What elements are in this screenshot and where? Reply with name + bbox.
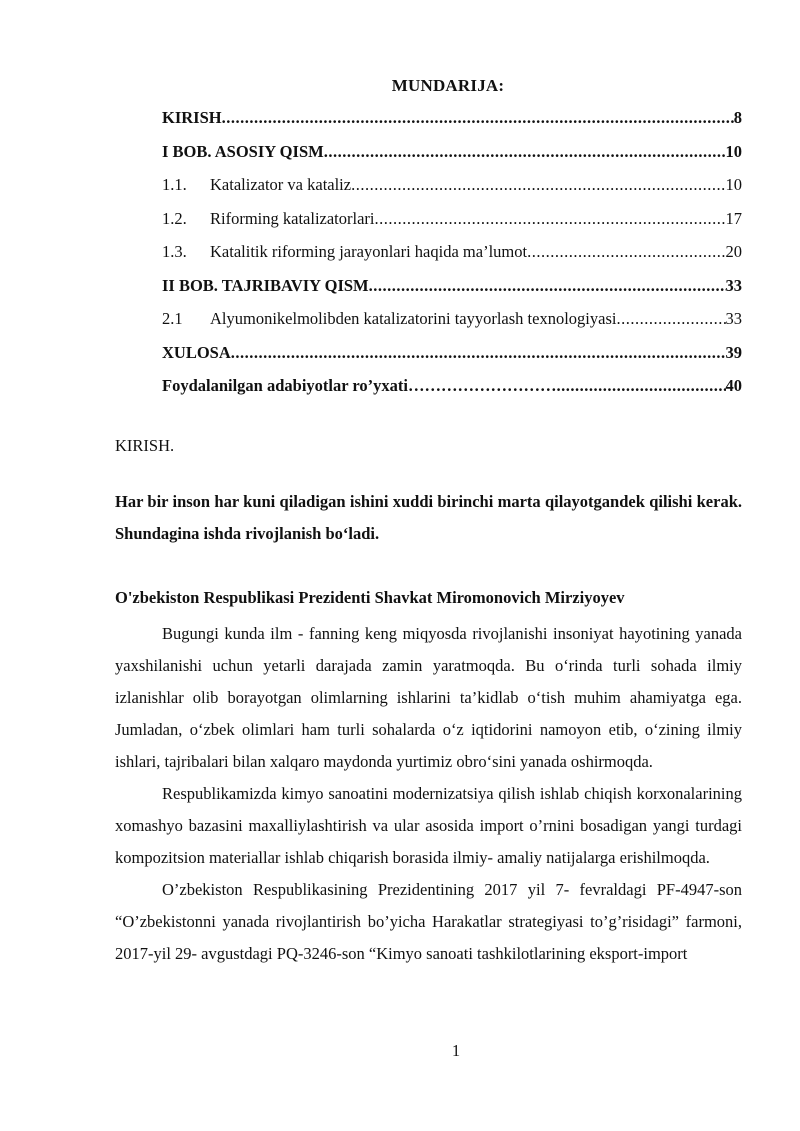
epigraph-quote: Har bir inson har kuni qiladigan ishini xuddi birinchi marta qilayotgandek qilishi kerak. Shundagina ishda rivojlanish boʻladi. xyxy=(115,492,742,543)
toc-entry-page: 33 xyxy=(725,309,742,328)
toc-entry-page: 40 xyxy=(725,376,742,395)
toc-leader xyxy=(222,108,734,128)
toc-leader xyxy=(616,309,725,329)
page-number: 1 xyxy=(451,1041,461,1060)
toc-entry xyxy=(162,343,742,377)
paragraph: Respublikamizda kimyo sanoatini modernizatsiya qilish ishlab chiqish korxonalarining xomashyo bazasini maxalliylashtirish va ular asosida import o’rnini bosadigan yangi turdagi kompozitsion materiallar ishlab chiqarish borasida ilmiy- amaliy natijalarga erishilmoqda. xyxy=(115,784,742,867)
toc-leader xyxy=(324,142,726,162)
toc-entry-page: 33 xyxy=(725,275,742,295)
paragraph: O’zbekiston Respublikasining Prezidentining 2017 yil 7- fevraldagi PF-4947-son “O’zbekistonni yanada rivojlantirish bo’yicha Harakatlar strategiyasi to’g’risidagi” farmoni, 2017-yil 29- avgustdagi PQ-3246-son “Kimyo sanoati tashkilotlarining eksport-import xyxy=(115,880,742,963)
toc-entry-label: Alyumonikelmolibden katalizatorini tayyorlash texnologiyasi xyxy=(210,309,617,328)
toc-entry-number: 1.2. xyxy=(162,208,187,228)
toc-leader xyxy=(231,343,726,363)
toc-entry-label: I BOB. ASOSIY QISM xyxy=(162,141,324,161)
toc-leader xyxy=(527,242,725,262)
toc-entry-page: 39 xyxy=(725,342,742,362)
toc-ellipsis: ……………………… xyxy=(408,376,557,395)
toc-entry xyxy=(162,242,742,276)
toc-entry-label: II BOB. TAJRIBAVIY QISM xyxy=(162,275,369,295)
toc-entry-label: Katalitik riforming jarayonlari haqida ma’lumot xyxy=(210,242,528,261)
toc-leader xyxy=(369,276,726,296)
toc-entry-page: 20 xyxy=(725,242,742,261)
toc-leader xyxy=(557,376,726,396)
section-heading: KIRISH. xyxy=(115,436,175,455)
toc-entry-label: XULOSA xyxy=(162,342,231,362)
toc-entry xyxy=(162,276,742,310)
toc-entry xyxy=(162,376,742,410)
toc-title: MUNDARIJA: xyxy=(391,76,505,95)
table-of-contents xyxy=(162,108,742,410)
toc-leader xyxy=(351,175,725,195)
toc-entry xyxy=(162,209,742,243)
toc-entry-label: Foydalanilgan adabiyotlar ro’yxati xyxy=(162,376,409,395)
toc-entry-page: 10 xyxy=(725,175,742,194)
toc-entry-number: 1.3. xyxy=(162,242,187,261)
toc-leader xyxy=(374,209,725,229)
body-text xyxy=(115,618,742,970)
toc-entry-label: KIRISH xyxy=(162,108,222,127)
toc-entry xyxy=(162,175,742,209)
toc-entry-number: 2.1 xyxy=(162,309,183,328)
toc-entry-page: 10 xyxy=(725,141,742,161)
paragraph: Bugungi kunda ilm - fanning keng miqyosda rivojlanishi insoniyat hayotining yanada yaxshilanishi uchun yetarli darajada zamin yaratmoqda. Bu oʻrinda turli sohada ilmiy izlanishlar olib borayotgan olimlarning ishlarini ta’kidlab oʻtish muhim ahamiyatga ega. Jumladan, oʻzbek olimlari ham turli sohalarda oʻz iqtidorini namoyon etib, oʻzining ilmiy ishlari, tajribalari bilan xalqaro maydonda yurtimiz obroʻsini yanada oshirmoqda. xyxy=(115,624,742,771)
toc-entry xyxy=(162,309,742,343)
toc-entry-label: Riforming katalizatorlari xyxy=(210,208,375,228)
toc-entry-page: 17 xyxy=(725,208,742,228)
toc-entry xyxy=(162,142,742,176)
toc-entry-number: 1.1. xyxy=(162,175,187,194)
toc-entry-label: Katalizator va kataliz xyxy=(210,175,352,194)
quote-author: O'zbekiston Respublikasi Prezidenti Shavkat Miromonovich Mirziyoyev xyxy=(115,588,625,607)
toc-entry-page: 8 xyxy=(733,108,742,127)
toc-entry xyxy=(162,108,742,142)
